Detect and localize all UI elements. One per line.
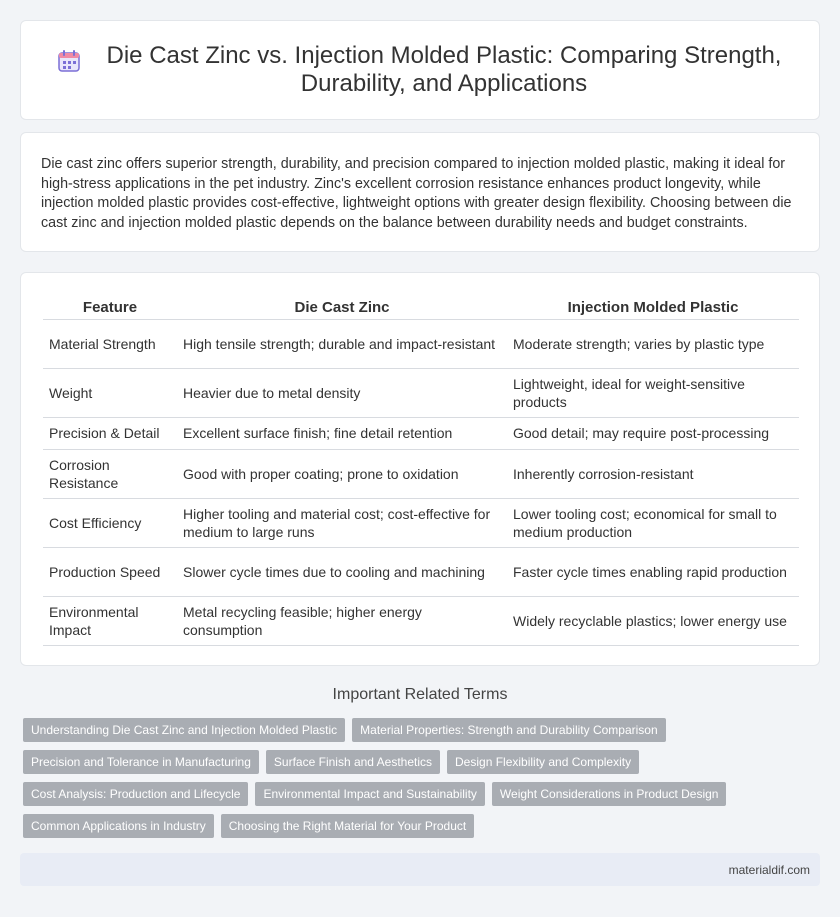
header-card: [20, 20, 820, 120]
zinc-cell: High tensile strength; durable and impact-resistant: [177, 319, 507, 368]
comparison-table-card: [20, 272, 820, 666]
zinc-cell: Slower cycle times due to cooling and machining: [177, 547, 507, 596]
plastic-cell: Lightweight, ideal for weight-sensitive products: [507, 368, 799, 417]
plastic-cell: Faster cycle times enabling rapid production: [507, 547, 799, 596]
feature-cell: Cost Efficiency: [43, 498, 177, 547]
related-tag[interactable]: Understanding Die Cast Zinc and Injection Molded Plastic: [23, 718, 345, 742]
header-die-cast-zinc: Die Cast Zinc: [177, 293, 507, 319]
zinc-cell: Metal recycling feasible; higher energy consumption: [177, 596, 507, 645]
table-header-row: [43, 293, 799, 319]
table-row: [43, 547, 799, 596]
zinc-cell: Higher tooling and material cost; cost-effective for medium to large runs: [177, 498, 507, 547]
related-tag[interactable]: Environmental Impact and Sustainability: [255, 782, 484, 806]
related-terms-tags: [23, 718, 823, 846]
feature-cell: Material Strength: [43, 319, 177, 368]
related-tag[interactable]: Design Flexibility and Complexity: [447, 750, 639, 774]
plastic-cell: Lower tooling cost; economical for small to medium production: [507, 498, 799, 547]
related-tag[interactable]: Choosing the Right Material for Your Product: [221, 814, 474, 838]
zinc-cell: Good with proper coating; prone to oxidation: [177, 449, 507, 498]
plastic-cell: Moderate strength; varies by plastic type: [507, 319, 799, 368]
related-tag[interactable]: Surface Finish and Aesthetics: [266, 750, 440, 774]
related-tag[interactable]: Precision and Tolerance in Manufacturing: [23, 750, 259, 774]
table-row: [43, 596, 799, 645]
header-injection-molded-plastic: Injection Molded Plastic: [507, 293, 799, 319]
table-row: [43, 417, 799, 449]
feature-cell: Environmental Impact: [43, 596, 177, 645]
plastic-cell: Inherently corrosion-resistant: [507, 449, 799, 498]
zinc-cell: Heavier due to metal density: [177, 368, 507, 417]
plastic-cell: Widely recyclable plastics; lower energy use: [507, 596, 799, 645]
related-terms-title: Important Related Terms: [332, 686, 508, 703]
feature-cell: Weight: [43, 368, 177, 417]
feature-cell: Production Speed: [43, 547, 177, 596]
table-row: [43, 498, 799, 547]
table-row: [43, 368, 799, 417]
header-feature: Feature: [43, 293, 177, 319]
title-wrap: [56, 42, 784, 98]
calendar-icon: [56, 48, 82, 74]
comparison-table: [43, 293, 799, 646]
intro-paragraph: Die cast zinc offers superior strength, durability, and precision compared to injection molded plastic, making it ideal for high-stress applications in the pet industry. Zinc's excellent corrosion resistance enhances product longevity, while injection molded plastic provides cost-effective, lightweight options with greater design flexibility. Choosing between die cast zinc and injection molded plastic depends on the balance between durability needs and budget constraints.: [41, 156, 792, 231]
feature-cell: Precision & Detail: [43, 417, 177, 449]
related-tag[interactable]: Weight Considerations in Product Design: [492, 782, 727, 806]
plastic-cell: Good detail; may require post-processing: [507, 417, 799, 449]
feature-cell: Corrosion Resistance: [43, 449, 177, 498]
page-title: Die Cast Zinc vs. Injection Molded Plastic: Comparing Strength, Durability, and Applications: [106, 42, 782, 97]
related-tag[interactable]: Common Applications in Industry: [23, 814, 214, 838]
table-row: [43, 319, 799, 368]
related-tag[interactable]: Material Properties: Strength and Durability Comparison: [352, 718, 665, 742]
zinc-cell: Excellent surface finish; fine detail retention: [177, 417, 507, 449]
intro-card: [20, 132, 820, 252]
site-name[interactable]: materialdif.com: [728, 863, 810, 877]
table-row: [43, 449, 799, 498]
footer-bar: [20, 853, 820, 886]
related-tag[interactable]: Cost Analysis: Production and Lifecycle: [23, 782, 248, 806]
